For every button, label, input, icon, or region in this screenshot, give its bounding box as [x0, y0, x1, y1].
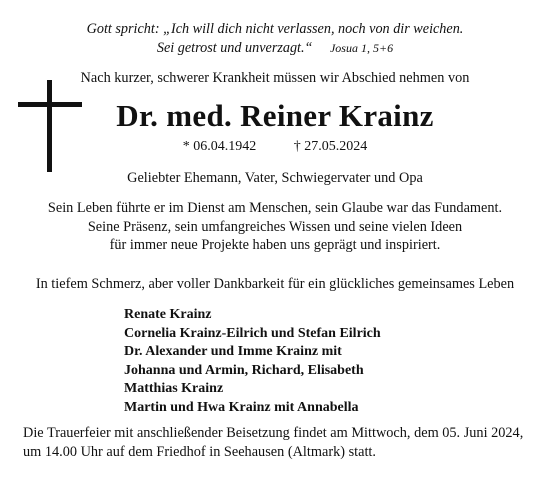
verse-reference: Josua 1, 5+6 [329, 41, 394, 55]
verse-line-2: Sei getrost und unverzagt.“ [156, 40, 313, 56]
birth-date: * 06.04.1942 [182, 139, 257, 154]
funeral-details [23, 424, 523, 461]
funeral-line: um 14.00 Uhr auf dem Friedhof in Seehausen (Altmark) statt. [23, 443, 376, 460]
mourner-entry: Cornelia Krainz-Eilrich und Stefan Eilrich [124, 325, 381, 341]
tribute-line: für immer neue Projekte haben uns geprägt und inspiriert. [109, 237, 441, 253]
life-dates [0, 139, 550, 155]
grief-line: In tiefem Schmerz, aber voller Dankbarkeit für ein glückliches gemeinsames Leben [35, 276, 515, 292]
death-date: † 27.05.2024 [293, 139, 368, 154]
mourner-entry: Matthias Krainz [124, 381, 224, 396]
mourner-entry: Dr. Alexander und Imme Krainz mit [124, 344, 342, 359]
mourners-list [124, 306, 381, 417]
bible-verse [0, 20, 550, 58]
funeral-line: Die Trauerfeier mit anschließender Beisetzung findet am Mittwoch, dem 05. Juni 2024, [23, 425, 524, 441]
family-roles: Geliebter Ehemann, Vater, Schwiegervater und Opa [127, 170, 423, 186]
tribute-paragraph [0, 199, 550, 255]
intro-text: Nach kurzer, schwerer Krankheit müssen wir Abschied nehmen von [80, 70, 470, 86]
mourner-entry: Renate Krainz [124, 307, 212, 322]
mourner-entry: Johanna und Armin, Richard, Elisabeth [124, 362, 364, 378]
mourner-entry: Martin und Hwa Krainz mit Annabella [124, 399, 359, 415]
tribute-line: Seine Präsenz, sein umfangreiches Wissen und seine vielen Ideen [87, 218, 463, 235]
deceased-name: Dr. med. Reiner Krainz [116, 98, 434, 133]
tribute-line: Sein Leben führte er im Dienst am Menschen, sein Glaube war das Fundament. [47, 200, 503, 216]
verse-line-1: Gott spricht: „Ich will dich nicht verlassen, noch von dir weichen. [86, 21, 464, 37]
